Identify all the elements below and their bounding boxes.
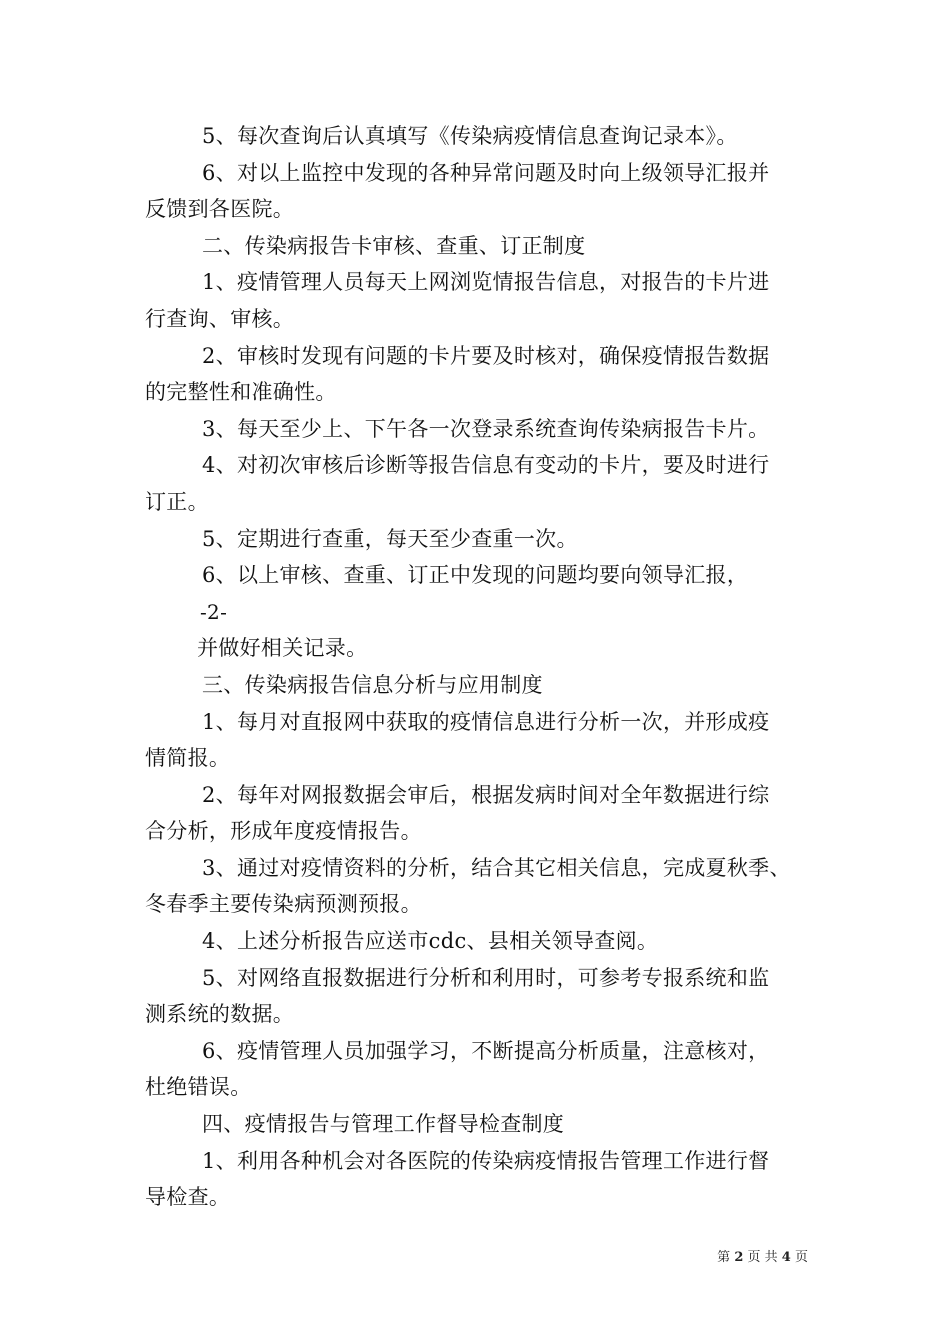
footer-current-page: 2 [734,1250,744,1265]
footer-total-pages: 4 [781,1250,791,1265]
footer-suffix: 页 [794,1250,808,1265]
text-line: 导检查。 [145,1185,231,1210]
text-line: 的完整性和准确性。 [145,380,337,405]
text-line: 6、对以上监控中发现的各种异常问题及时向上级领导汇报并 [202,160,770,185]
text-line: 2、审核时发现有问题的卡片要及时核对，确保疫情报告数据 [202,343,770,368]
text-line: 1、利用各种机会对各医院的传染病疫情报告管理工作进行督 [202,1148,770,1173]
text-line: 订正。 [145,489,209,514]
text-line: 合分析，形成年度疫情报告。 [145,819,422,844]
page-footer [717,1246,808,1265]
text-line: 情简报。 [145,746,231,771]
text-line: 3、每天至少上、下午各一次登录系统查询传染病报告卡片。 [202,416,770,441]
document-body [145,118,815,1216]
text-line: 4、上述分析报告应送市cdc、县相关领导查阅。 [202,929,659,954]
text-line: 行查询、审核。 [145,306,295,331]
text-line: 冬春季主要传染病预测预报。 [145,892,422,917]
footer-middle: 页 共 [747,1250,778,1265]
text-line: 5、对网络直报数据进行分析和利用时，可参考专报系统和监 [202,965,770,990]
text-line: 测系统的数据。 [145,1002,295,1027]
text-line: 5、定期进行查重，每天至少查重一次。 [202,526,578,551]
footer-prefix: 第 [717,1250,731,1265]
text-line: 1、疫情管理人员每天上网浏览情报告信息，对报告的卡片进 [202,270,770,295]
text-line: 反馈到各医院。 [145,197,295,222]
text-line: 杜绝错误。 [145,1075,252,1100]
section-heading: 二、传染病报告卡审核、查重、订正制度 [202,233,586,258]
inline-page-marker: -2- [200,599,228,624]
text-line: 3、通过对疫情资料的分析，结合其它相关信息，完成夏秋季、 [202,855,791,880]
section-heading: 四、疫情报告与管理工作督导检查制度 [202,1112,565,1137]
text-line: 5、每次查询后认真填写《传染病疫情信息查询记录本》。 [202,124,738,148]
text-line: 2、每年对网报数据会审后，根据发病时间对全年数据进行综 [202,782,770,807]
text-line: 6、疫情管理人员加强学习，不断提高分析质量，注意核对， [202,1038,770,1063]
text-line: 并做好相关记录。 [197,636,368,661]
text-line: 6、以上审核、查重、订正中发现的问题均要向领导汇报， [202,563,749,588]
text-line: 4、对初次审核后诊断等报告信息有变动的卡片，要及时进行 [202,453,770,478]
text-line: 1、每月对直报网中获取的疫情信息进行分析一次，并形成疫 [202,709,770,734]
section-heading: 三、传染病报告信息分析与应用制度 [202,672,543,697]
